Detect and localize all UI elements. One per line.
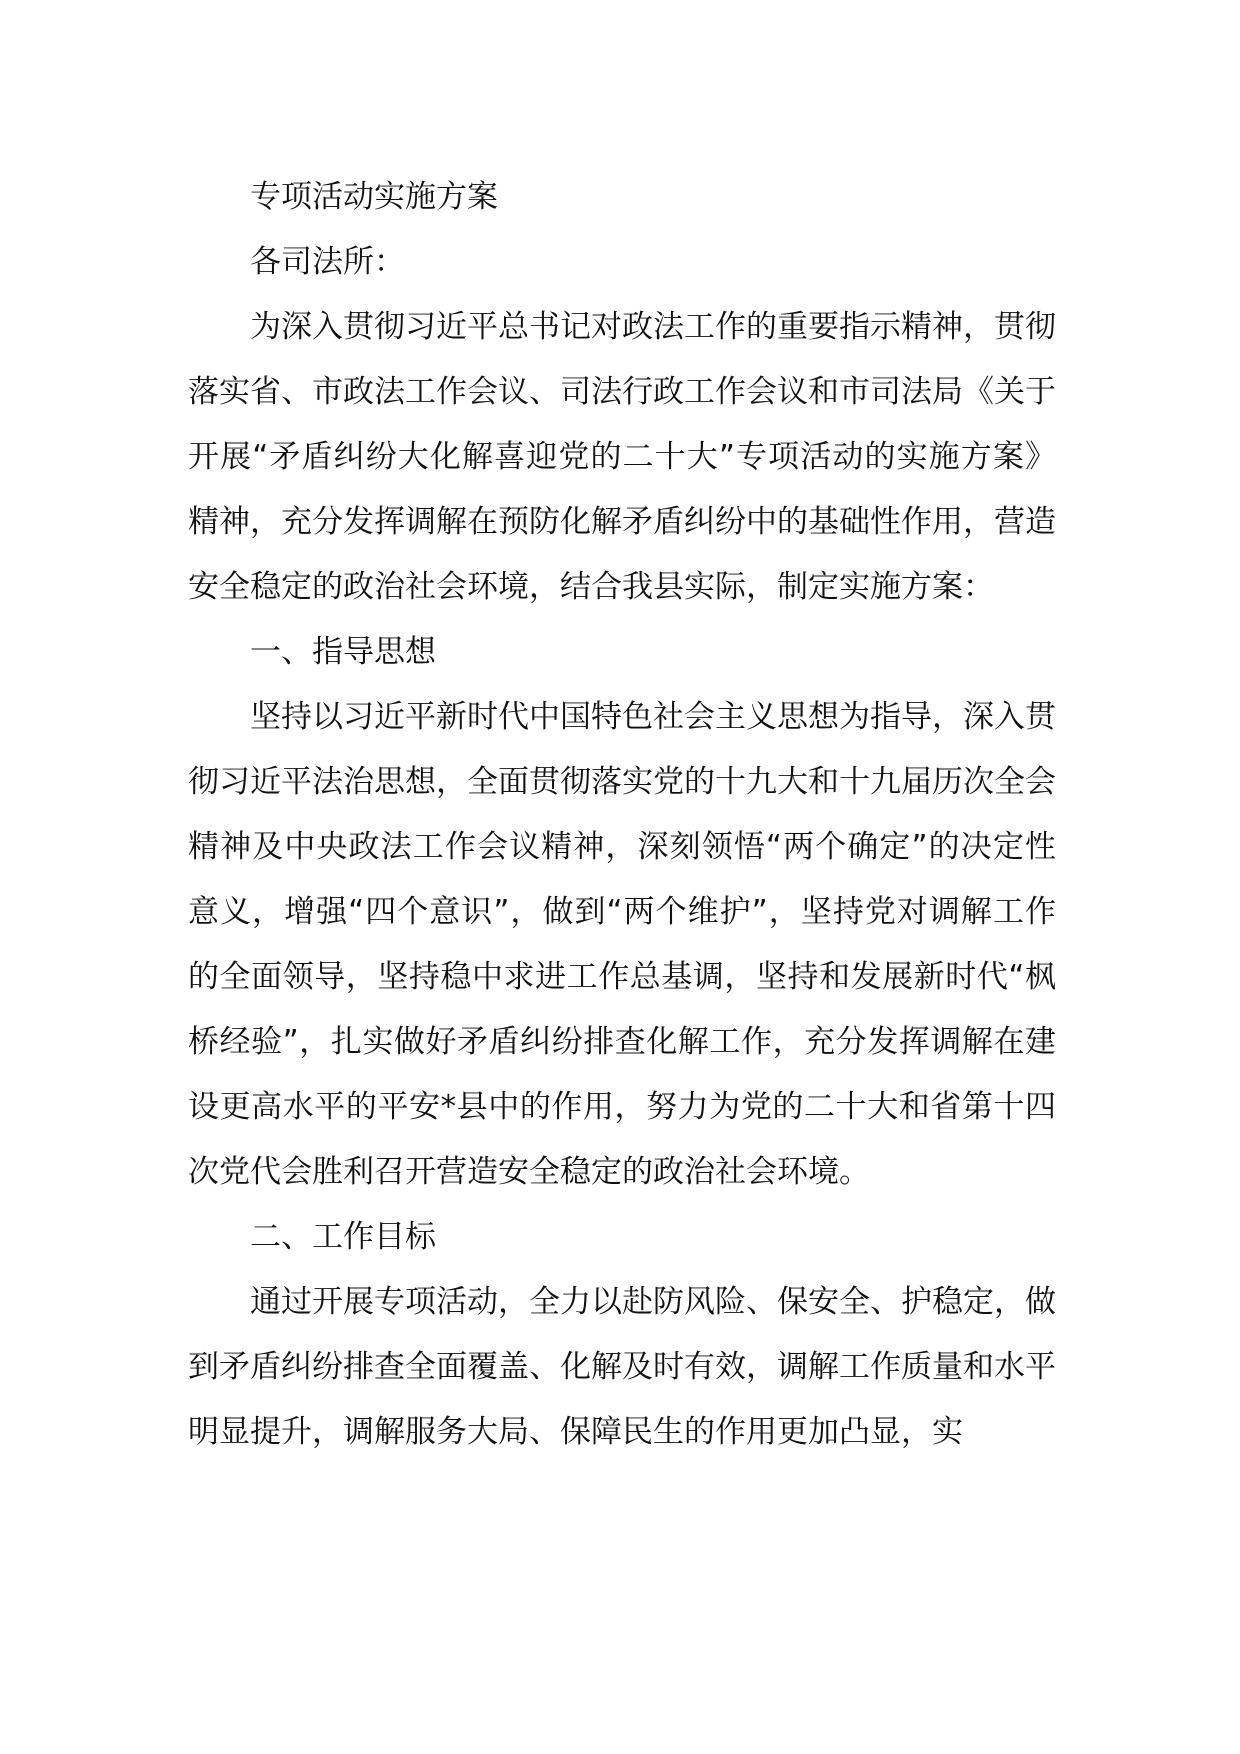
section-heading-work-goals: 二、工作目标 bbox=[250, 1219, 436, 1255]
section-body-guiding-ideology: 坚持以习近平新时代中国特色社会主义思想为指导，深入贯彻习近平法治思想，全面贯彻落实党的十九大和十九届历次全会精神及中央政法工作会议精神，深刻领悟“两个确定”的决定性意义，增强“四个意识”，做到“两个维护”，坚持党对调解工作的全面领导，坚持稳中求进工作总基调，坚持和发展新时代“枫桥经验”，扎实做好矛盾纠纷排查化解工作，充分发挥调解在建设更高水平的平安*县中的作用，努力为党的二十大和省第十四次党代会胜利召开营造安全稳定的政治社会环境。 bbox=[188, 699, 1056, 1190]
section-heading-guiding-ideology: 一、指导思想 bbox=[250, 634, 436, 670]
intro-paragraph: 为深入贯彻习近平总书记对政法工作的重要指示精神，贯彻落实省、市政法工作会议、司法行政工作会议和市司法局《关于开展“矛盾纠纷大化解喜迎党的二十大”专项活动的实施方案》精神，充分发挥调解在预防化解矛盾纠纷中的基础性作用，营造安全稳定的政治社会环境，结合我县实际，制定实施方案： bbox=[188, 309, 1056, 605]
document-title: 专项活动实施方案 bbox=[250, 179, 498, 215]
document-body bbox=[188, 165, 1056, 1465]
greeting: 各司法所： bbox=[250, 244, 405, 280]
section-body-work-goals: 通过开展专项活动，全力以赴防风险、保安全、护稳定，做到矛盾纠纷排查全面覆盖、化解及时有效，调解工作质量和水平明显提升，调解服务大局、保障民生的作用更加凸显，实 bbox=[188, 1284, 1056, 1450]
